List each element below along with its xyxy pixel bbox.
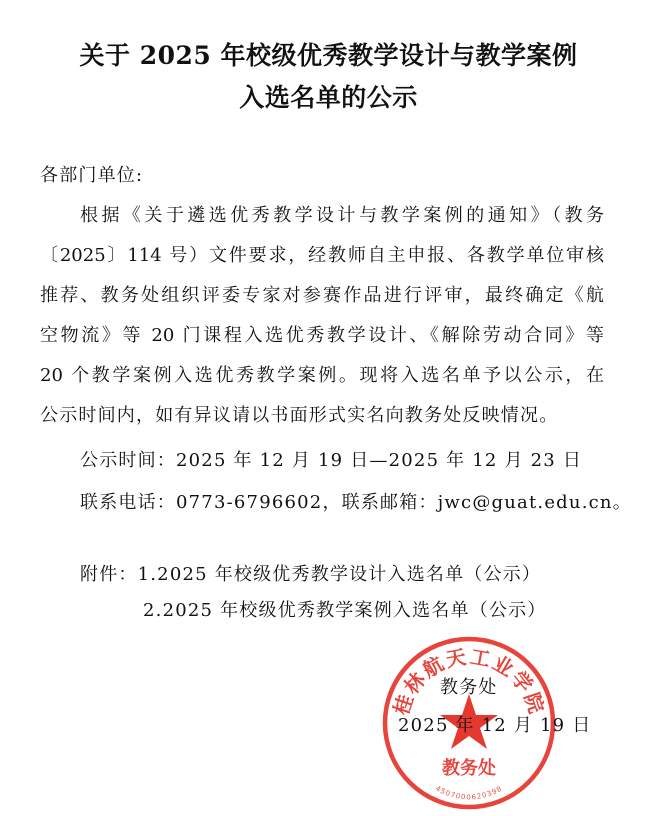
body-line-6: 公示时间内，如有异议请以书面形式实名向教务处反映情况。 xyxy=(40,405,559,426)
attachment-2: 2.2025 年校级优秀教学案例入选名单（公示） xyxy=(143,600,547,621)
body-line-3: 推荐、教务处组织评委专家对参赛作品进行评审，最终确定《航 xyxy=(40,285,604,306)
body-line-1: 根据《关于遴选优秀教学设计与教学案例的通知》（教务 xyxy=(80,205,604,226)
body-line-4: 空物流》等 20 门课程入选优秀教学设计、《解除劳动合同》等 xyxy=(40,325,604,346)
body-line-2: 〔2025〕114 号）文件要求，经教师自主申报、各教学单位审核 xyxy=(40,245,604,266)
seal-dept-text: 教务处 xyxy=(442,758,496,779)
publicity-period: 公示时间：2025 年 12 月 19 日—2025 年 12 月 23 日 xyxy=(80,450,583,471)
seal-code-text: 4507000620398 xyxy=(434,784,504,802)
body-line-5: 20 个教学案例入选优秀教学案例。现将入选名单予以公示，在 xyxy=(40,365,604,386)
contact-info: 联系电话：0773-6796602，联系邮箱：jwc@guat.edu.cn。 xyxy=(80,492,632,513)
signature-date: 2025 年 12 月 19 日 xyxy=(398,715,592,736)
attachment-1: 附件：1.2025 年校级优秀教学设计入选名单（公示） xyxy=(80,564,542,585)
salutation: 各部门单位: xyxy=(40,165,144,186)
document-title-line-2: 入选名单的公示 xyxy=(239,83,418,112)
seal-org-text: 桂林航天工业学院 xyxy=(388,644,550,719)
document-title-line-1: 关于 2025 年校级优秀教学设计与教学案例 xyxy=(79,41,578,70)
signature-office: 教务处 xyxy=(440,677,498,698)
